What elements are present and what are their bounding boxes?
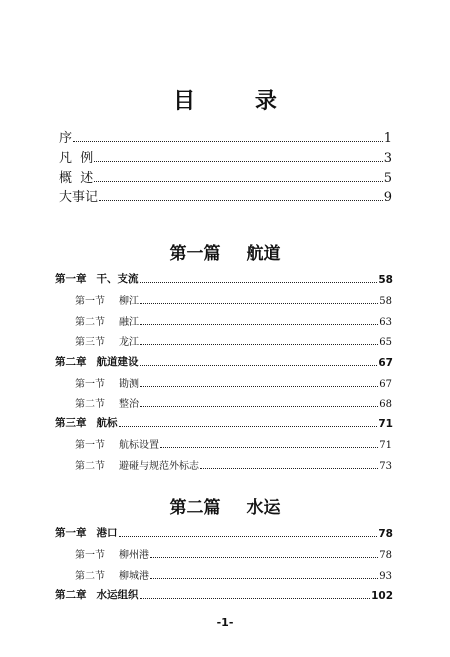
toc-chapter bbox=[55, 354, 393, 369]
toc-section bbox=[75, 313, 392, 328]
section-number: 第一节 bbox=[75, 550, 105, 561]
entry-label: 概 述 bbox=[59, 171, 94, 186]
section-page: 78 bbox=[379, 550, 392, 561]
page-title: 目 录 bbox=[173, 89, 303, 114]
part-name: 航道 bbox=[246, 244, 281, 264]
section-number: 第一节 bbox=[75, 296, 105, 307]
leader-dots bbox=[160, 447, 378, 448]
entry-page: 1 bbox=[383, 131, 392, 146]
toc-entry-preface bbox=[59, 127, 392, 146]
leader-dots bbox=[73, 141, 383, 142]
section-title: 融江 bbox=[119, 317, 139, 328]
entry-label: 凡 例 bbox=[59, 151, 94, 166]
leader-dots bbox=[94, 161, 382, 162]
section-number: 第二节 bbox=[75, 461, 105, 472]
part-title bbox=[0, 239, 450, 264]
part-number: 第一篇 bbox=[169, 244, 221, 264]
chapter-title: 航标 bbox=[96, 417, 118, 429]
leader-dots bbox=[150, 557, 378, 558]
leader-dots bbox=[140, 386, 378, 387]
toc-chapter bbox=[55, 587, 393, 602]
section-page: 58 bbox=[379, 296, 392, 307]
leader-dots bbox=[140, 344, 378, 345]
section-page: 68 bbox=[379, 399, 392, 410]
chapter-title: 干、支流 bbox=[96, 273, 139, 285]
toc-section bbox=[75, 292, 392, 307]
section-number: 第二节 bbox=[75, 571, 105, 582]
toc-chapter bbox=[55, 415, 393, 430]
page-number: -1- bbox=[216, 616, 234, 629]
chapter-page: 102 bbox=[371, 590, 393, 602]
toc-entry-overview bbox=[59, 167, 392, 186]
toc-entry-notes bbox=[59, 147, 392, 166]
part-number: 第二篇 bbox=[169, 498, 221, 518]
section-number: 第二节 bbox=[75, 399, 105, 410]
toc-section bbox=[75, 567, 392, 582]
leader-dots bbox=[140, 406, 378, 407]
section-title: 航标设置 bbox=[119, 440, 159, 451]
toc-section bbox=[75, 395, 392, 410]
section-page: 71 bbox=[379, 440, 392, 451]
leader-dots bbox=[150, 578, 378, 579]
toc-entry-chronicle bbox=[59, 186, 392, 205]
toc-section bbox=[75, 375, 392, 390]
chapter-number: 第二章 bbox=[55, 356, 87, 368]
entry-page: 9 bbox=[383, 190, 392, 205]
chapter-number: 第一章 bbox=[55, 273, 87, 285]
section-title: 整治 bbox=[119, 399, 139, 410]
section-number: 第一节 bbox=[75, 379, 105, 390]
section-page: 73 bbox=[379, 461, 392, 472]
chapter-page: 71 bbox=[378, 418, 393, 430]
leader-dots bbox=[200, 468, 378, 469]
section-page: 67 bbox=[379, 379, 392, 390]
section-title: 勘测 bbox=[119, 379, 139, 390]
part-name: 水运 bbox=[246, 498, 281, 518]
leader-dots bbox=[94, 181, 382, 182]
toc-chapter bbox=[55, 525, 393, 540]
leader-dots bbox=[140, 598, 371, 599]
section-title: 避碰与规范外标志 bbox=[119, 461, 199, 472]
leader-dots bbox=[140, 324, 378, 325]
leader-dots bbox=[140, 365, 378, 366]
entry-page: 5 bbox=[383, 171, 392, 186]
toc-section bbox=[75, 436, 392, 451]
chapter-number: 第三章 bbox=[55, 417, 87, 429]
leader-dots bbox=[119, 426, 378, 427]
chapter-page: 67 bbox=[378, 357, 393, 369]
entry-label: 序 bbox=[59, 131, 73, 146]
section-title: 柳城港 bbox=[119, 571, 149, 582]
chapter-title: 水运组织 bbox=[96, 589, 139, 601]
chapter-number: 第一章 bbox=[55, 527, 87, 539]
chapter-number: 第二章 bbox=[55, 589, 87, 601]
toc-section bbox=[75, 546, 392, 561]
chapter-title: 航道建设 bbox=[96, 356, 139, 368]
section-title: 柳江 bbox=[119, 296, 139, 307]
section-number: 第二节 bbox=[75, 317, 105, 328]
part-title bbox=[0, 493, 450, 518]
leader-dots bbox=[140, 282, 378, 283]
chapter-page: 58 bbox=[378, 274, 393, 286]
section-page: 63 bbox=[379, 317, 392, 328]
leader-dots bbox=[99, 200, 383, 201]
entry-label: 大事记 bbox=[59, 190, 99, 205]
chapter-title: 港口 bbox=[96, 527, 118, 539]
entry-page: 3 bbox=[383, 151, 392, 166]
section-number: 第三节 bbox=[75, 337, 105, 348]
section-title: 柳州港 bbox=[119, 550, 149, 561]
leader-dots bbox=[119, 536, 378, 537]
toc-section bbox=[75, 333, 392, 348]
section-page: 93 bbox=[379, 571, 392, 582]
leader-dots bbox=[140, 303, 378, 304]
toc-section bbox=[75, 457, 392, 472]
section-number: 第一节 bbox=[75, 440, 105, 451]
chapter-page: 78 bbox=[378, 528, 393, 540]
section-page: 65 bbox=[379, 337, 392, 348]
section-title: 龙江 bbox=[119, 337, 139, 348]
toc-chapter bbox=[55, 271, 393, 286]
